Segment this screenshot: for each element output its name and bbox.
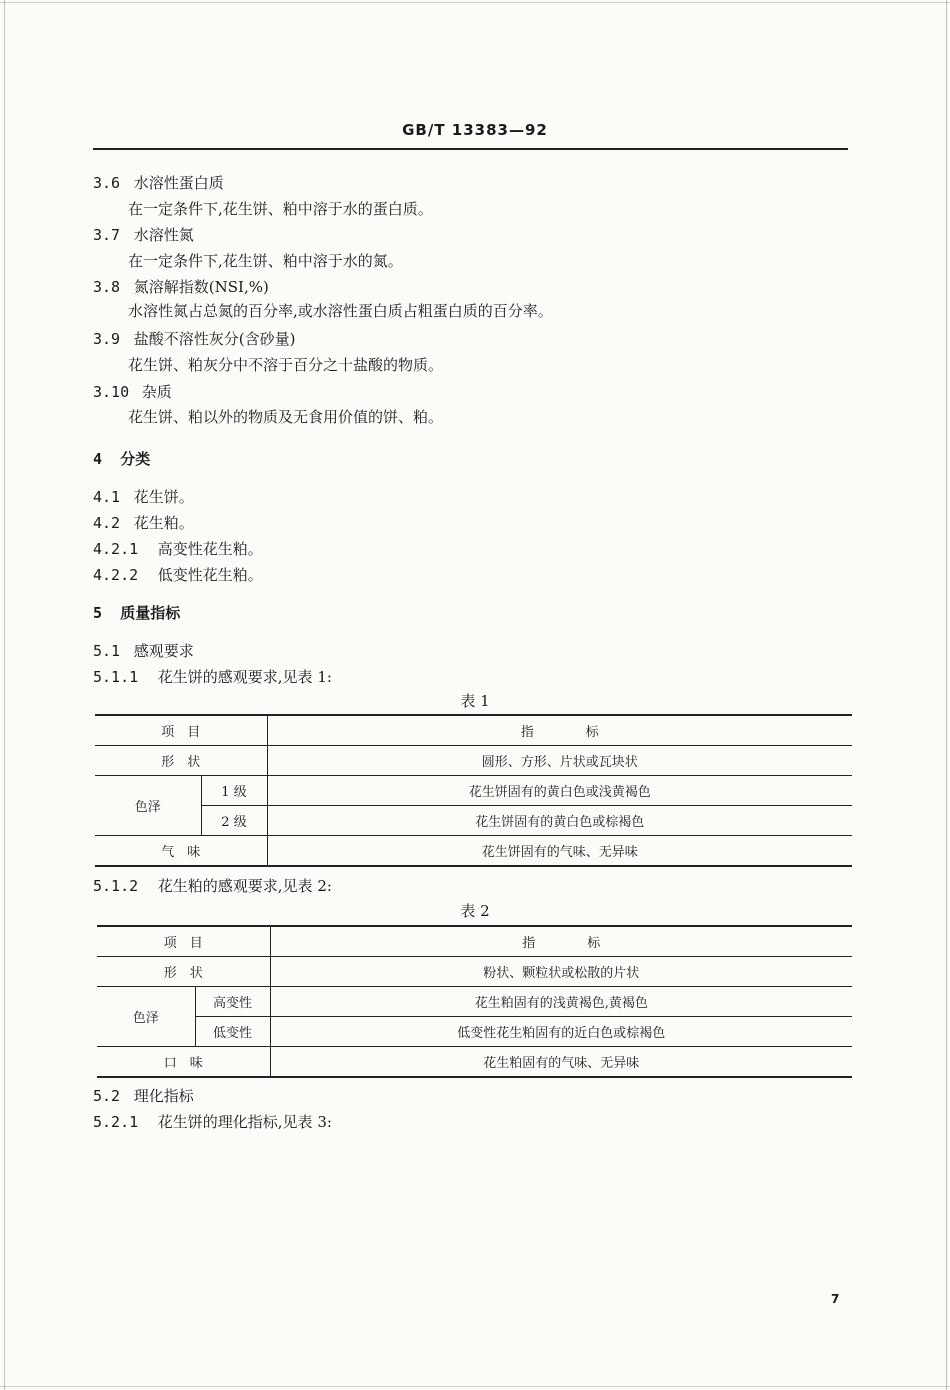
table-header-cell: 指 标 — [270, 926, 852, 957]
section-3-10-heading — [93, 381, 172, 402]
section-3-7-heading — [93, 224, 194, 245]
table-cell: 花生饼固有的黄白色或棕褐色 — [267, 806, 852, 836]
section-3-8-heading — [93, 276, 269, 297]
section-4-1 — [93, 486, 194, 507]
section-number: 3.10 — [93, 383, 130, 401]
section-3-6-heading — [93, 172, 224, 193]
table-cell: 色泽 — [97, 987, 195, 1047]
table-cell: 形 状 — [97, 957, 270, 987]
section-title: 分类 — [120, 450, 151, 468]
table-cell: 1 级 — [201, 776, 267, 806]
table-row — [97, 926, 852, 957]
section-5-2-1 — [93, 1111, 332, 1132]
standard-code-header: GB/T 13383—92 — [402, 121, 548, 139]
section-number: 3.9 — [93, 330, 121, 348]
table-row — [95, 746, 852, 776]
section-4-2-2 — [93, 564, 263, 585]
section-title: 高变性花生粕。 — [157, 540, 263, 558]
section-number: 4.2 — [93, 514, 121, 532]
section-5-1-2 — [93, 875, 332, 896]
table-row — [97, 957, 852, 987]
section-3-8-body: 水溶性氮占总氮的百分率,或水溶性蛋白质占粗蛋白质的百分率。 — [128, 302, 553, 320]
section-number: 4.2.2 — [93, 566, 139, 584]
header-rule — [93, 148, 848, 150]
section-title: 质量指标 — [120, 604, 181, 622]
section-title: 感观要求 — [133, 642, 194, 660]
scan-edge-top — [0, 2, 950, 3]
section-title: 花生饼的感观要求,见表 1: — [157, 668, 332, 686]
section-5-heading — [93, 602, 180, 623]
section-number: 3.8 — [93, 278, 121, 296]
section-title: 花生饼的理化指标,见表 3: — [157, 1113, 332, 1131]
section-4-heading — [93, 448, 150, 469]
table-cell: 高变性 — [195, 987, 270, 1017]
table-cell: 低变性 — [195, 1017, 270, 1047]
section-number: 3.6 — [93, 174, 121, 192]
table-header-cell: 指 标 — [267, 715, 852, 746]
table-2 — [97, 925, 852, 1078]
table-cell: 粉状、颗粒状或松散的片状 — [270, 957, 852, 987]
section-5-1-1 — [93, 666, 332, 687]
section-title: 盐酸不溶性灰分(含砂量) — [133, 330, 296, 348]
section-title: 花生粕的感观要求,见表 2: — [157, 877, 332, 895]
section-number: 5.2 — [93, 1087, 121, 1105]
section-number: 5.1.2 — [93, 877, 139, 895]
table-cell: 色泽 — [95, 776, 201, 836]
table-cell: 口 味 — [97, 1047, 270, 1078]
section-4-2 — [93, 512, 194, 533]
table-cell: 花生饼固有的气味、无异味 — [267, 836, 852, 867]
section-3-9-heading — [93, 328, 296, 349]
table-1 — [95, 714, 852, 867]
table-cell: 花生粕固有的浅黄褐色,黄褐色 — [270, 987, 852, 1017]
table-cell: 2 级 — [201, 806, 267, 836]
table-cell: 圆形、方形、片状或瓦块状 — [267, 746, 852, 776]
section-4-2-1 — [93, 538, 263, 559]
table-cell: 低变性花生粕固有的近白色或棕褐色 — [270, 1017, 852, 1047]
table-cell: 形 状 — [95, 746, 267, 776]
table-row — [97, 1047, 852, 1078]
section-number: 5.1.1 — [93, 668, 139, 686]
page-number: 7 — [831, 1292, 840, 1306]
section-title: 水溶性氮 — [133, 226, 194, 244]
table-cell: 花生饼固有的黄白色或浅黄褐色 — [267, 776, 852, 806]
section-3-7-body: 在一定条件下,花生饼、粕中溶于水的氮。 — [128, 252, 403, 270]
section-number: 4.1 — [93, 488, 121, 506]
section-number: 4.2.1 — [93, 540, 139, 558]
table-row — [97, 987, 852, 1017]
section-title: 低变性花生粕。 — [157, 566, 263, 584]
section-3-6-body: 在一定条件下,花生饼、粕中溶于水的蛋白质。 — [128, 200, 433, 218]
table-row — [97, 1017, 852, 1047]
section-title: 花生粕。 — [133, 514, 194, 532]
scan-edge-bottom — [0, 1386, 950, 1387]
table-row — [95, 836, 852, 867]
table-cell: 花生粕固有的气味、无异味 — [270, 1047, 852, 1078]
table-header-cell: 项 目 — [95, 715, 267, 746]
table-header-cell: 项 目 — [97, 926, 270, 957]
table-1-caption: 表 1 — [460, 692, 490, 710]
table-row — [95, 715, 852, 746]
section-title: 杂质 — [141, 383, 172, 401]
section-5-2 — [93, 1085, 194, 1106]
section-title: 理化指标 — [133, 1087, 194, 1105]
table-row — [95, 806, 852, 836]
table-row — [95, 776, 852, 806]
section-number: 3.7 — [93, 226, 121, 244]
section-number: 5.1 — [93, 642, 121, 660]
table-cell: 气 味 — [95, 836, 267, 867]
section-title: 氮溶解指数(NSI,%) — [133, 278, 269, 296]
table-2-caption: 表 2 — [460, 902, 490, 920]
section-number: 5.2.1 — [93, 1113, 139, 1131]
section-number: 4 — [93, 450, 103, 468]
section-title: 花生饼。 — [133, 488, 194, 506]
section-title: 水溶性蛋白质 — [133, 174, 224, 192]
section-3-10-body: 花生饼、粕以外的物质及无食用价值的饼、粕。 — [128, 408, 444, 426]
section-number: 5 — [93, 604, 103, 622]
section-5-1 — [93, 640, 194, 661]
section-3-9-body: 花生饼、粕灰分中不溶于百分之十盐酸的物质。 — [128, 356, 444, 374]
